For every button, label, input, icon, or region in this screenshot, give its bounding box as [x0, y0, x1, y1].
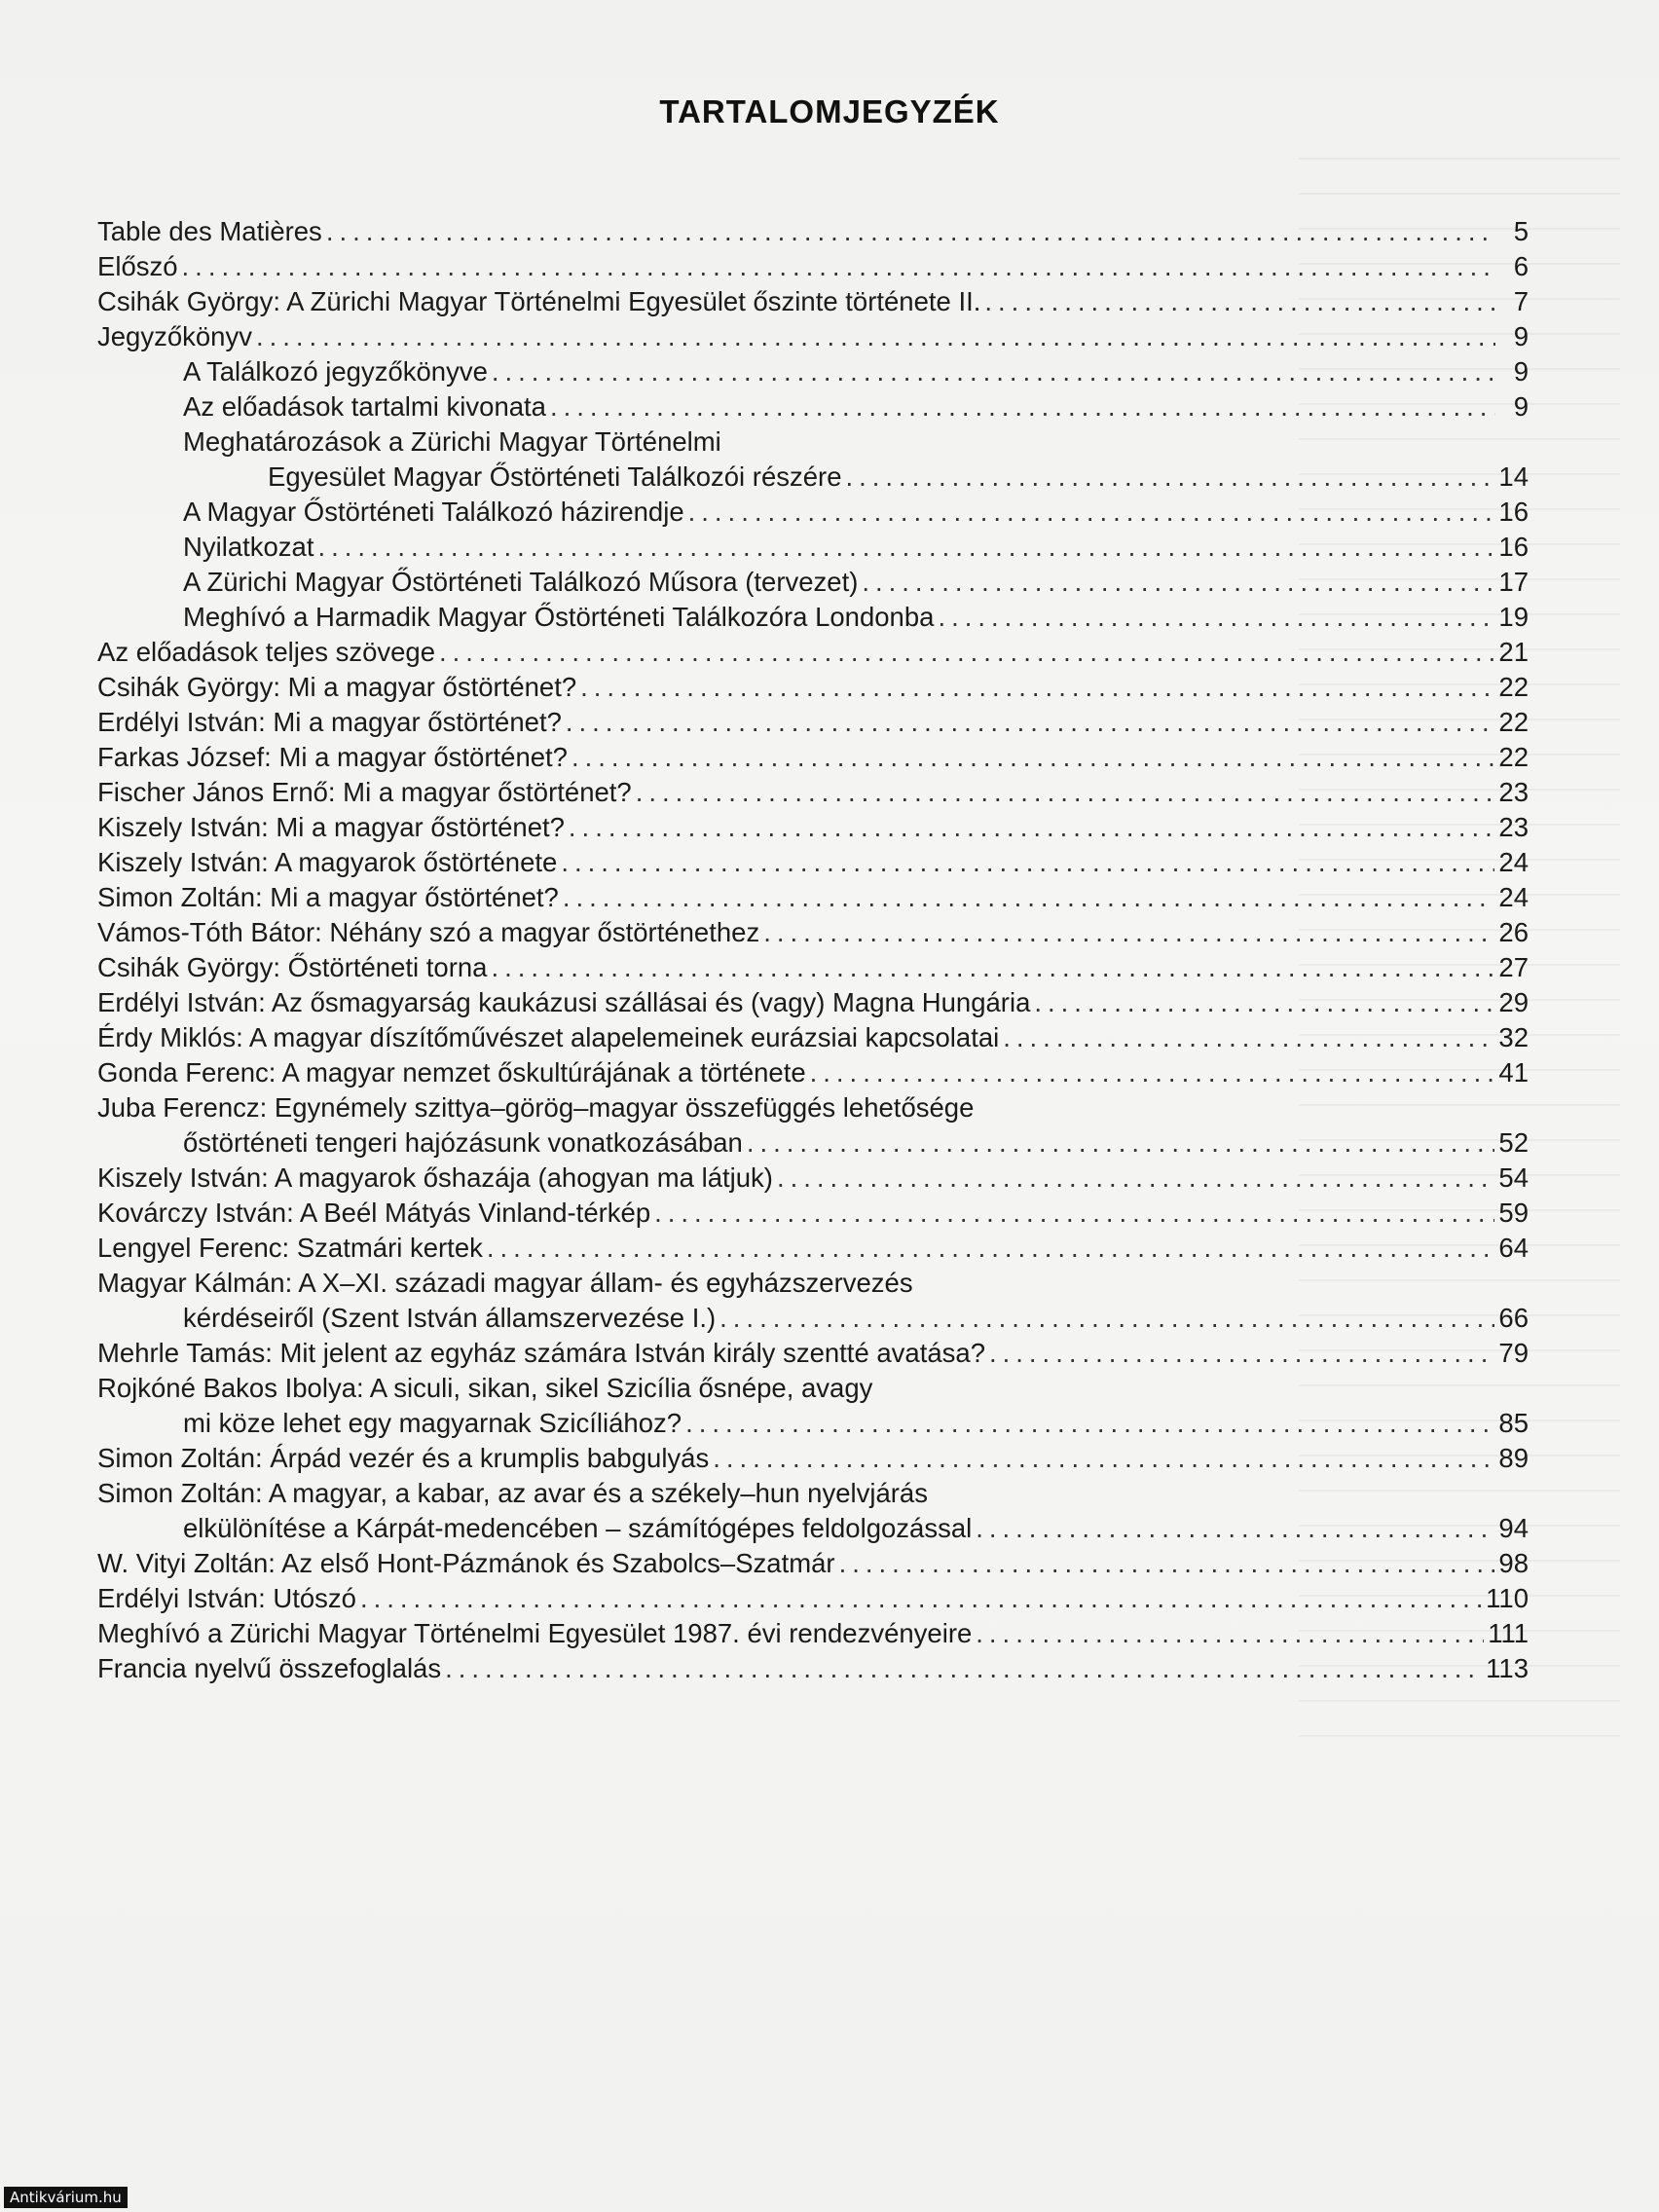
toc-entry-page-number: 98: [1498, 1548, 1529, 1578]
table-of-contents: [97, 214, 1529, 1686]
toc-entry-page-number: 6: [1513, 251, 1529, 281]
toc-entry-page-number: 23: [1498, 812, 1529, 842]
toc-entry: [97, 845, 1529, 880]
toc-entry-row: [183, 1406, 1529, 1441]
toc-entry-row: [97, 915, 1529, 950]
toc-entry-label: Csihák György: Őstörténeti torna: [97, 952, 488, 982]
toc-entry-row: [97, 284, 1529, 319]
toc-entry-page-number: 52: [1498, 1127, 1529, 1158]
toc-entry-row: [183, 1125, 1529, 1161]
toc-entry-page-number: 59: [1498, 1198, 1529, 1228]
toc-entry-label: Előszó: [97, 251, 178, 281]
toc-entry-page-number: 9: [1513, 321, 1529, 351]
toc-entry-row: [97, 1161, 1529, 1196]
toc-entry-row: [183, 565, 1529, 600]
toc-entry-row: [97, 635, 1529, 670]
toc-entry-row: [183, 600, 1529, 635]
dot-leader: [747, 1125, 1495, 1161]
dot-leader: [862, 565, 1494, 600]
toc-entry-page-number: 24: [1498, 847, 1529, 877]
toc-entry-page-number: 89: [1498, 1443, 1529, 1473]
toc-entry-label: Az előadások tartalmi kivonata: [183, 391, 546, 422]
dot-leader: [984, 284, 1495, 319]
toc-entry-page-number: 23: [1498, 777, 1529, 807]
toc-entry-label: kérdéseiről (Szent István államszervezése I.): [183, 1303, 717, 1333]
toc-entry-label: Kiszely István: Mi a magyar őstörténet?: [97, 812, 565, 842]
toc-entry-page-number: 24: [1498, 882, 1529, 912]
toc-entry-label: Erdélyi István: Utószó: [97, 1583, 356, 1613]
dot-leader: [688, 495, 1495, 530]
toc-entry: [97, 880, 1529, 915]
toc-entry-row: [97, 249, 1529, 284]
toc-entry-label: Kovárczy István: A Beél Mátyás Vinland-térkép: [97, 1198, 651, 1228]
dot-leader: [256, 319, 1495, 354]
toc-entry-row: [97, 950, 1529, 985]
toc-entry-label: Table des Matières: [97, 216, 322, 246]
toc-entry-page-number: 22: [1498, 707, 1529, 737]
toc-entry: [97, 284, 1529, 319]
dot-leader: [685, 1406, 1494, 1441]
toc-entry-label: Juba Ferencz: Egynémely szittya–görög–magyar összefüggés lehetősége: [97, 1092, 975, 1123]
toc-entry-label: A Zürichi Magyar Őstörténeti Találkozó Műsora (tervezet): [183, 567, 859, 597]
dot-leader: [976, 1616, 1484, 1651]
toc-entry: [97, 915, 1529, 950]
toc-entry-label: Francia nyelvű összefoglalás: [97, 1653, 442, 1683]
dot-leader: [561, 845, 1494, 880]
toc-entry: [97, 950, 1529, 985]
toc-entry-row: [268, 460, 1529, 495]
toc-entry: [97, 740, 1529, 775]
toc-entry-page-number: 14: [1498, 461, 1529, 492]
toc-entry: [97, 1020, 1529, 1055]
toc-entry-label: Farkas József: Mi a magyar őstörténet?: [97, 742, 568, 772]
dot-leader: [1034, 985, 1494, 1020]
toc-entry: [97, 1616, 1529, 1651]
toc-entry-label: őstörténeti tengeri hajózásunk vonatkozásában: [183, 1127, 743, 1158]
toc-entry-label: Csihák György: A Zürichi Magyar Történelmi Egyesület őszinte története II.: [97, 286, 981, 316]
dot-leader: [713, 1441, 1494, 1476]
toc-entry: [97, 495, 1529, 530]
toc-entry-page-number: 17: [1498, 567, 1529, 597]
toc-entry-row: [97, 740, 1529, 775]
toc-entry-row: [97, 775, 1529, 810]
page-title: TARTALOMJEGYZÉK: [659, 93, 1000, 130]
toc-entry-page-number: 7: [1513, 286, 1529, 316]
toc-entry-label: Lengyel Ferenc: Szatmári kertek: [97, 1233, 483, 1263]
dot-leader: [492, 354, 1495, 389]
dot-leader: [491, 950, 1494, 985]
toc-entry-label: Egyesület Magyar Őstörténeti Találkozói részére: [268, 461, 842, 492]
toc-entry: [97, 670, 1529, 705]
toc-entry-row: [97, 1546, 1529, 1581]
dot-leader: [569, 810, 1494, 845]
toc-entry: [97, 705, 1529, 740]
toc-entry-page-number: 111: [1488, 1618, 1529, 1648]
toc-entry: [97, 1511, 1529, 1546]
toc-entry: [97, 1476, 1529, 1511]
toc-entry: [97, 810, 1529, 845]
toc-entry: [97, 1546, 1529, 1581]
toc-entry: [97, 389, 1529, 424]
toc-entry-label: elkülönítése a Kárpát-medencében – számítógépes feldolgozással: [183, 1513, 973, 1543]
toc-entry: [97, 424, 1529, 460]
dot-leader: [182, 249, 1495, 284]
toc-entry-row: [97, 670, 1529, 705]
toc-entry: [97, 1651, 1529, 1686]
toc-entry-row: [97, 1371, 1529, 1406]
toc-entry: [97, 249, 1529, 284]
dot-leader: [563, 880, 1495, 915]
toc-entry-page-number: 5: [1513, 216, 1529, 246]
toc-entry-label: Meghívó a Harmadik Magyar Őstörténeti Találkozóra Londonba: [183, 602, 935, 632]
toc-entry-row: [97, 985, 1529, 1020]
toc-entry: [97, 460, 1529, 495]
toc-entry-label: Nyilatkozat: [183, 532, 314, 562]
toc-entry-row: [97, 705, 1529, 740]
toc-entry-label: Jegyzőkönyv: [97, 321, 252, 351]
toc-entry-label: A Találkozó jegyzőkönyve: [183, 356, 488, 387]
toc-entry-label: A Magyar Őstörténeti Találkozó házirendje: [183, 497, 684, 527]
toc-entry-page-number: 79: [1498, 1338, 1529, 1368]
toc-entry-row: [97, 1090, 1529, 1125]
toc-entry-page-number: 27: [1498, 952, 1529, 982]
toc-entry-page-number: 21: [1498, 637, 1529, 667]
toc-entry-row: [97, 1231, 1529, 1266]
toc-entry-page-number: 16: [1498, 497, 1529, 527]
toc-entry-label: Simon Zoltán: Árpád vezér és a krumplis babgulyás: [97, 1443, 710, 1473]
toc-entry-page-number: 9: [1513, 391, 1529, 422]
toc-entry-row: [183, 495, 1529, 530]
toc-entry-row: [183, 354, 1529, 389]
toc-entry-row: [97, 1441, 1529, 1476]
toc-entry: [97, 600, 1529, 635]
dot-leader: [839, 1546, 1495, 1581]
toc-entry: [97, 530, 1529, 565]
dot-leader: [777, 1161, 1494, 1196]
toc-entry-label: mi köze lehet egy magyarnak Szicíliához?: [183, 1408, 682, 1438]
toc-entry-page-number: 22: [1498, 672, 1529, 702]
toc-entry-row: [183, 1301, 1529, 1336]
toc-entry: [97, 1196, 1529, 1231]
toc-entry-label: Erdélyi István: Mi a magyar őstörténet?: [97, 707, 562, 737]
toc-entry: [97, 565, 1529, 600]
toc-entry: [97, 1055, 1529, 1090]
toc-entry: [97, 775, 1529, 810]
toc-entry-row: [97, 1055, 1529, 1090]
dot-leader: [846, 460, 1495, 495]
dot-leader: [445, 1651, 1482, 1686]
toc-entry-label: Mehrle Tamás: Mit jelent az egyház számára István király szentté avatása?: [97, 1338, 985, 1368]
dot-leader: [654, 1196, 1494, 1231]
toc-entry: [97, 1371, 1529, 1406]
toc-entry-label: Érdy Miklós: A magyar díszítőművészet alapelemeinek eurázsiai kapcsolatai: [97, 1022, 1000, 1052]
toc-entry: [97, 1581, 1529, 1616]
toc-entry-row: [97, 214, 1529, 249]
dot-leader: [636, 775, 1495, 810]
toc-entry-label: Csihák György: Mi a magyar őstörténet?: [97, 672, 577, 702]
toc-entry-page-number: 16: [1498, 532, 1529, 562]
toc-entry: [97, 1336, 1529, 1371]
toc-entry-page-number: 19: [1498, 602, 1529, 632]
toc-entry-page-number: 66: [1498, 1303, 1529, 1333]
toc-entry: [97, 1441, 1529, 1476]
toc-entry-page-number: 32: [1498, 1022, 1529, 1052]
toc-entry-label: Magyar Kálmán: A X–XI. századi magyar állam- és egyházszervezés: [97, 1268, 913, 1298]
toc-entry-page-number: 113: [1486, 1653, 1529, 1683]
dot-leader: [763, 915, 1494, 950]
toc-entry-row: [183, 1511, 1529, 1546]
dot-leader: [810, 1055, 1495, 1090]
dot-leader: [938, 600, 1494, 635]
toc-entry-row: [97, 810, 1529, 845]
dot-leader: [318, 530, 1495, 565]
toc-entry-label: Gonda Ferenc: A magyar nemzet őskultúrájának a története: [97, 1057, 806, 1088]
toc-entry-page-number: 94: [1498, 1513, 1529, 1543]
toc-entry-label: Simon Zoltán: A magyar, a kabar, az avar és a székely–hun nyelvjárás: [97, 1478, 928, 1508]
dot-leader: [1003, 1020, 1494, 1055]
toc-entry-label: Erdélyi István: Az ősmagyarság kaukázusi szállásai és (vagy) Magna Hungária: [97, 987, 1031, 1017]
toc-entry: [97, 985, 1529, 1020]
toc-entry-row: [183, 389, 1529, 424]
toc-entry-row: [97, 1020, 1529, 1055]
toc-entry-label: Meghívó a Zürichi Magyar Történelmi Egyesület 1987. évi rendezvényeire: [97, 1618, 973, 1648]
toc-entry: [97, 354, 1529, 389]
dot-leader: [989, 1336, 1494, 1371]
toc-entry: [97, 1301, 1529, 1336]
dot-leader: [326, 214, 1495, 249]
toc-entry-row: [97, 1651, 1529, 1686]
toc-entry-row: [97, 319, 1529, 354]
toc-entry-label: Vámos-Tóth Bátor: Néhány szó a magyar őstörténethez: [97, 917, 760, 947]
toc-entry: [97, 1090, 1529, 1125]
toc-entry-label: W. Vityi Zoltán: Az első Hont-Pázmánok és Szabolcs–Szatmár: [97, 1548, 835, 1578]
toc-entry: [97, 1231, 1529, 1266]
toc-entry: [97, 1266, 1529, 1301]
dot-leader: [719, 1301, 1494, 1336]
toc-entry: [97, 214, 1529, 249]
toc-entry-row: [97, 1476, 1529, 1511]
toc-entry-row: [97, 1266, 1529, 1301]
toc-entry-page-number: 85: [1498, 1408, 1529, 1438]
toc-entry-label: Fischer János Ernő: Mi a magyar őstörténet?: [97, 777, 632, 807]
dot-leader: [439, 635, 1494, 670]
toc-entry-label: Az előadások teljes szövege: [97, 637, 436, 667]
toc-entry: [97, 1125, 1529, 1161]
toc-entry-page-number: 9: [1513, 356, 1529, 387]
toc-entry-row: [97, 1196, 1529, 1231]
toc-entry: [97, 1161, 1529, 1196]
toc-entry-page-number: 22: [1498, 742, 1529, 772]
toc-entry-row: [97, 1616, 1529, 1651]
toc-entry-label: Kiszely István: A magyarok őstörténete: [97, 847, 558, 877]
toc-entry-page-number: 110: [1486, 1583, 1529, 1613]
dot-leader: [566, 705, 1495, 740]
toc-entry-row: [97, 1581, 1529, 1616]
toc-entry-row: [183, 530, 1529, 565]
dot-leader: [571, 740, 1494, 775]
toc-entry-label: Meghatározások a Zürichi Magyar Történelmi: [183, 426, 721, 457]
toc-entry-page-number: 41: [1498, 1057, 1529, 1088]
toc-entry-page-number: 29: [1498, 987, 1529, 1017]
toc-entry: [97, 1406, 1529, 1441]
toc-entry: [97, 635, 1529, 670]
toc-entry-row: [97, 845, 1529, 880]
dot-leader: [976, 1511, 1494, 1546]
toc-entry-label: Kiszely István: A magyarok őshazája (ahogyan ma látjuk): [97, 1162, 773, 1193]
toc-entry-row: [97, 880, 1529, 915]
dot-leader: [550, 389, 1495, 424]
toc-entry-page-number: 26: [1498, 917, 1529, 947]
dot-leader: [580, 670, 1494, 705]
dot-leader: [360, 1581, 1482, 1616]
toc-entry-label: Simon Zoltán: Mi a magyar őstörténet?: [97, 882, 559, 912]
dot-leader: [487, 1231, 1495, 1266]
watermark: Antikvárium.hu: [4, 2187, 128, 2208]
toc-entry-row: [183, 424, 1529, 460]
toc-entry-row: [97, 1336, 1529, 1371]
toc-entry-label: Rojkóné Bakos Ibolya: A siculi, sikan, sikel Szicília ősnépe, avagy: [97, 1373, 873, 1403]
toc-entry-page-number: 64: [1498, 1233, 1529, 1263]
toc-entry-page-number: 54: [1498, 1162, 1529, 1193]
toc-entry: [97, 319, 1529, 354]
